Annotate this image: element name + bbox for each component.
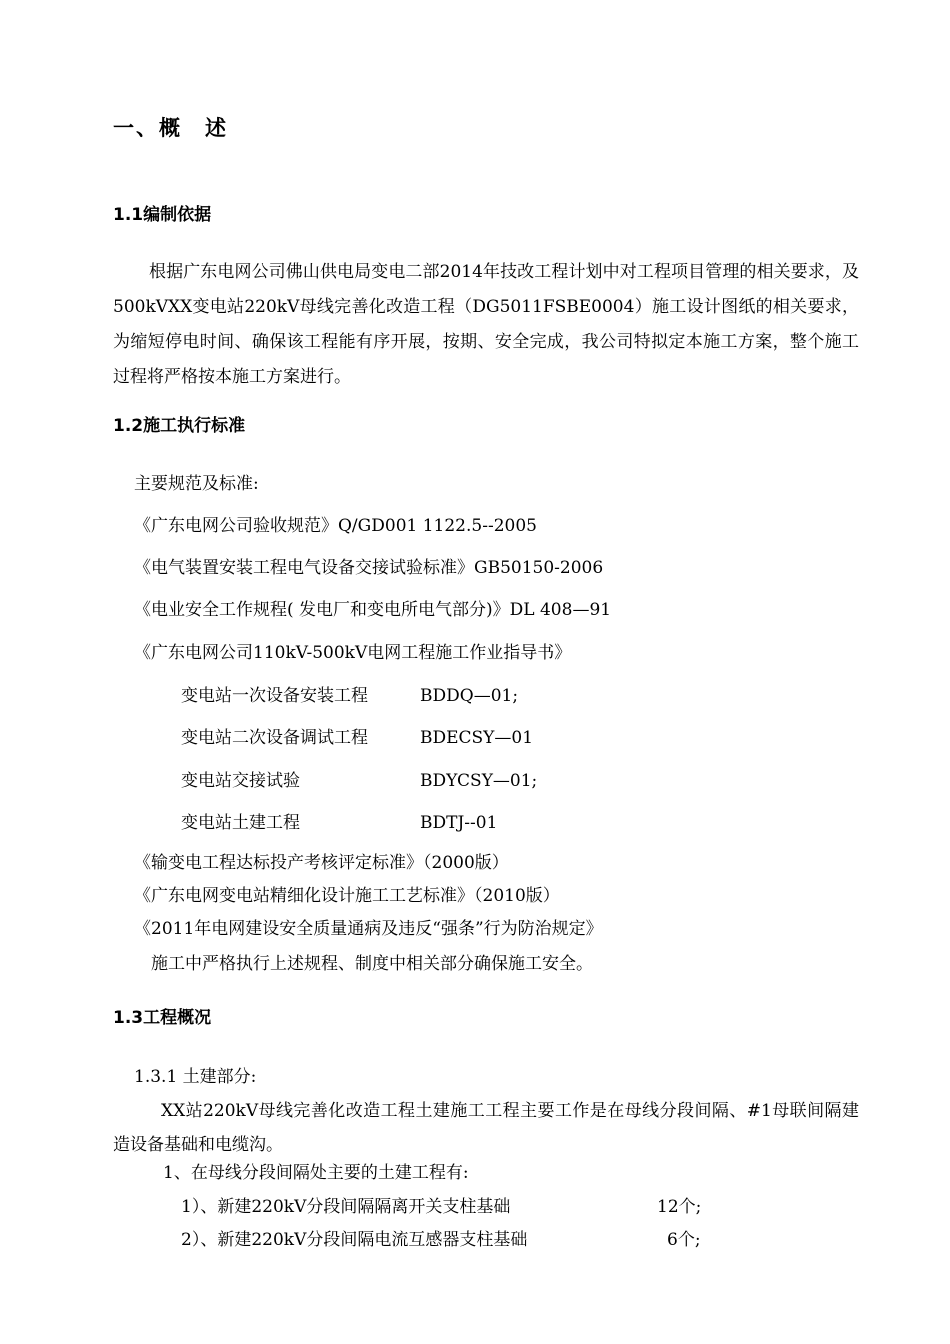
list-sub-item: 1）、新建220kV分段间隔隔离开关支柱基础 (181, 1197, 511, 1217)
standard-item: 《2011年电网建设安全质量通病及违反“强条”行为防治规定》 (134, 919, 603, 939)
standards-intro: 主要规范及标准: (134, 474, 259, 494)
guide-code: BDECSY—01 (420, 728, 534, 748)
guide-name: 变电站交接试验 (181, 771, 300, 791)
list-sub-item-count: 6个; (667, 1230, 701, 1250)
standard-item: 《广东电网变电站精细化设计施工工艺标准》（2010版） (134, 886, 560, 906)
guide-code: BDYCSY—01; (420, 771, 538, 791)
list-item: 1、在母线分段间隔处主要的土建工程有: (163, 1163, 469, 1183)
sub-heading-1-3-1: 1.3.1 土建部分: (134, 1067, 257, 1087)
heading-1-3: 1.3工程概况 (113, 1008, 212, 1028)
standard-item: 《电气装置安装工程电气设备交接试验标准》GB50150-2006 (134, 558, 604, 578)
section-title: 一、概 述 (113, 116, 228, 140)
paragraph-civil: XX站220kV母线完善化改造工程土建施工工程主要工作是在母线分段间隔、#1母联间隔建造设备基础和电缆沟。 (113, 1101, 859, 1155)
standard-item: 《电业安全工作规程( 发电厂和变电所电气部分)》DL 408—91 (134, 600, 612, 620)
guide-code: BDTJ--01 (420, 813, 498, 833)
guide-name: 变电站土建工程 (181, 813, 300, 833)
guide-code: BDDQ—01; (420, 686, 519, 706)
guide-name: 变电站一次设备安装工程 (181, 686, 368, 706)
paragraph-basis: 根据广东电网公司佛山供电局变电二部2014年技改工程计划中对工程项目管理的相关要求，及500kVXX变电站220kV母线完善化改造工程（DG5011FSBE0004）施工设计图纸的相关要求，为缩短停电时间、确保该工程能有序开展，按期、安全完成，我公司特拟定本施工方案，整个施工过程将严格按本施工方案进行。 (113, 262, 859, 387)
heading-1-1: 1.1编制依据 (113, 205, 212, 225)
standard-item: 《输变电工程达标投产考核评定标准》（2000版） (134, 853, 509, 873)
standard-item: 《广东电网公司110kV-500kV电网工程施工作业指导书》 (134, 643, 572, 663)
list-sub-item: 2）、新建220kV分段间隔电流互感器支柱基础 (181, 1230, 528, 1250)
guide-name: 变电站二次设备调试工程 (181, 728, 368, 748)
standard-item: 《广东电网公司验收规范》Q/GD001 1122.5--2005 (134, 516, 537, 536)
heading-1-2: 1.2施工执行标准 (113, 416, 246, 436)
list-sub-item-count: 12个; (657, 1197, 702, 1217)
standards-closing: 施工中严格执行上述规程、制度中相关部分确保施工安全。 (151, 954, 593, 974)
